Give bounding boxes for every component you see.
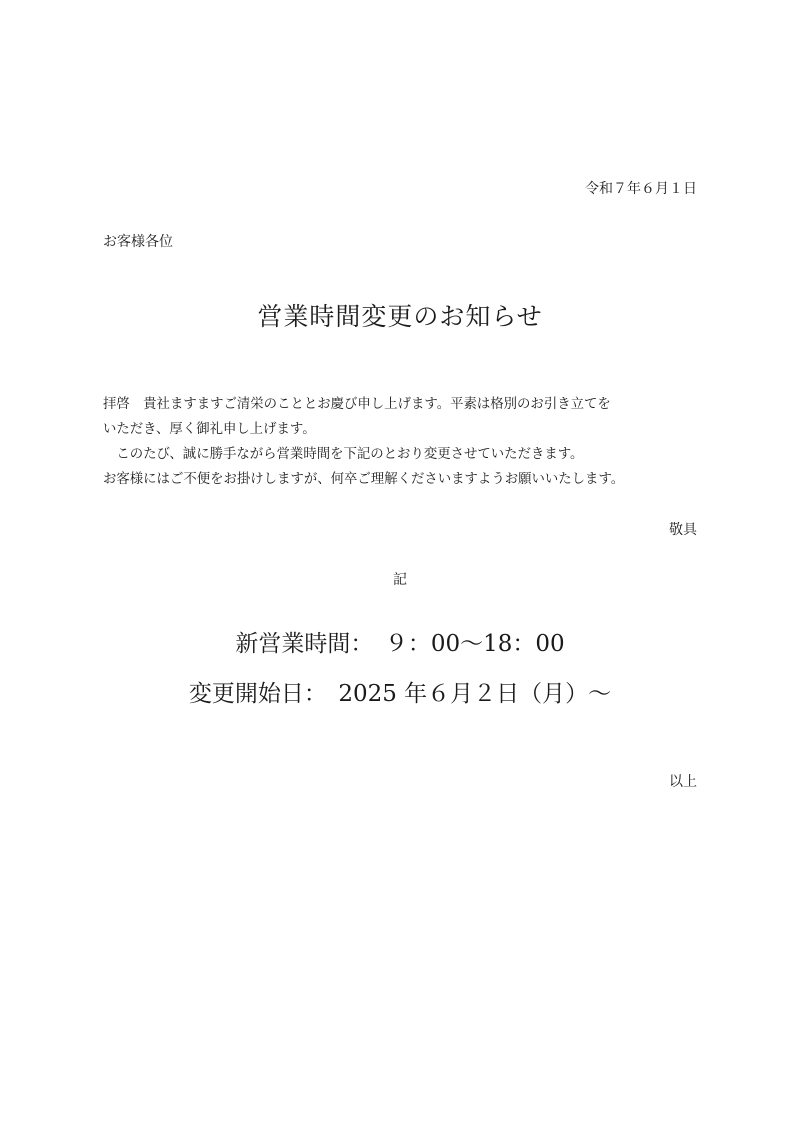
ki-heading: 記 [393, 572, 407, 588]
start-date-line: 変更開始日： 2025 年６月２日（月）〜 [188, 681, 612, 707]
end-mark: 以上 [669, 774, 697, 790]
body-line: このたび、誠に勝手ながら営業時間を下記のとおり変更させていただきます。 [103, 447, 584, 462]
closing-phrase: 敬具 [669, 522, 697, 538]
document-date: 令和７年６月１日 [585, 181, 697, 197]
body-line: お客様にはご不便をお掛けしますが、何卒ご理解くださいますようお願いいたします。 [103, 472, 625, 487]
body-line: いただき、厚く御礼申し上げます。 [103, 422, 316, 437]
body-text [103, 392, 624, 492]
new-hours-line: 新営業時間： ９：00〜18：00 [235, 631, 565, 657]
body-line: 拝啓 貴社ますますご清栄のこととお慶び申し上げます。平素は格別のお引き立てを [103, 397, 611, 412]
recipient-line: お客様各位 [103, 234, 173, 250]
document-title: 営業時間変更のお知らせ [257, 302, 543, 331]
